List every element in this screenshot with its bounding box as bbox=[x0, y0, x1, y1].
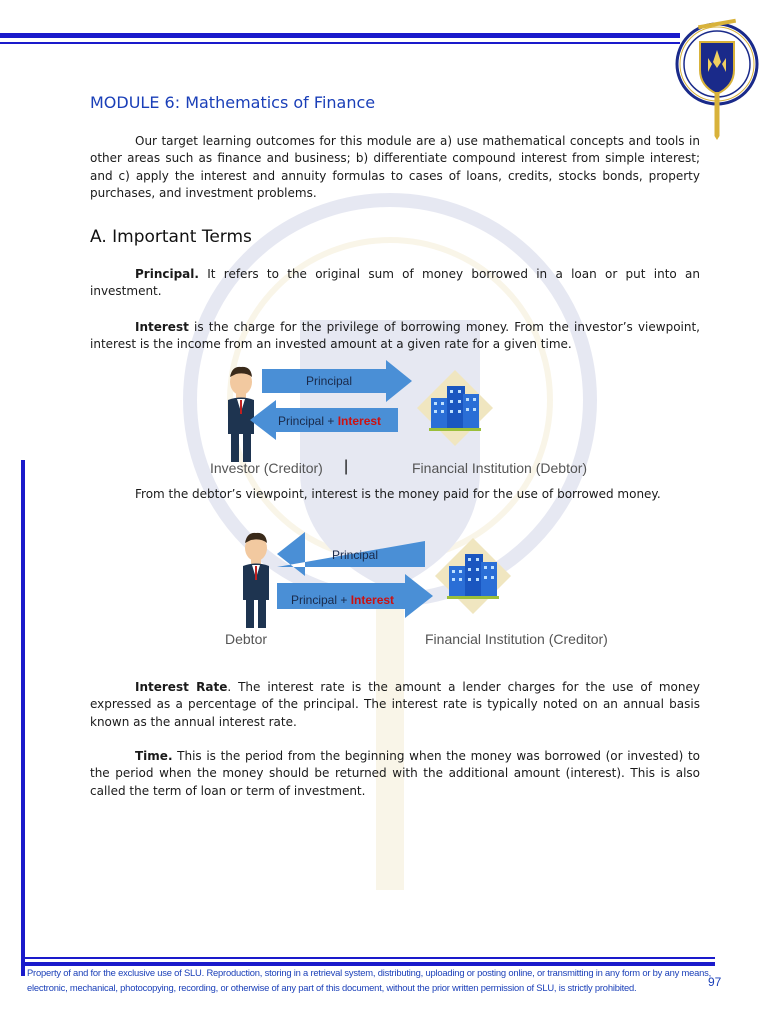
diagram1-separator: | bbox=[344, 458, 349, 475]
left-accent-bar bbox=[21, 460, 25, 976]
debtor-paragraph: From the debtor’s viewpoint, interest is the money paid for the use of borrowed money. bbox=[135, 487, 661, 501]
diagram1-interest-highlight: Interest bbox=[337, 414, 382, 428]
interest-text: is the charge for the privilege of borrowing money. From the investor’s viewpoint, interest is the income from an invested amount at a given rate for a given time. bbox=[90, 320, 700, 352]
principal-text: It refers to the original sum of money borrowed in a loan or put into an investment. bbox=[90, 267, 700, 299]
interest-rate-term: Interest Rate bbox=[135, 680, 228, 694]
time-text: This is the period from the beginning when the money was borrowed (or invested) to the period when the money should be returned with the additional amount (interest). This is also called the term of loan or term of investment. bbox=[90, 749, 700, 798]
interest-term: Interest bbox=[135, 320, 189, 334]
institution-debtor-label: Financial Institution (Debtor) bbox=[412, 460, 588, 476]
diagram2-interest-highlight: Interest bbox=[350, 593, 395, 607]
bank-building-icon bbox=[433, 536, 513, 616]
footer-rule-thin bbox=[21, 957, 715, 959]
intro-paragraph: Our target learning outcomes for this module are a) use mathematical concepts and tools in other areas such as finance and business; b) differentiate compound interest from simple interest; and c) apply the interest and annuity formulas to cases of loans, credits, stocks bonds, property purchases, and investment problems. bbox=[90, 134, 700, 200]
diagram2-arrow-top-label: Principal bbox=[332, 548, 379, 562]
diagram2-prefix: Principal + bbox=[291, 593, 351, 607]
time-term: Time. bbox=[135, 749, 173, 763]
debtor-diagram bbox=[225, 530, 625, 650]
interest-paragraph bbox=[90, 319, 700, 354]
businessman-icon bbox=[239, 532, 273, 630]
page-number: 97 bbox=[708, 975, 722, 989]
section-heading: A. Important Terms bbox=[90, 227, 252, 247]
header-rule-thin bbox=[0, 42, 680, 44]
principal-term: Principal. bbox=[135, 267, 199, 281]
institution-creditor-label: Financial Institution (Creditor) bbox=[425, 631, 608, 647]
debtor-label: Debtor bbox=[225, 631, 268, 647]
diagram2-arrow-bottom-label bbox=[291, 593, 394, 607]
university-seal bbox=[672, 12, 762, 140]
module-title: MODULE 6: Mathematics of Finance bbox=[90, 93, 376, 112]
copyright-notice: Property of and for the exclusive use of SLU. Reproduction, storing in a retrieval system, distributing, uploading or posting online, or transmitting in any form or by any means, electronic, mechanical, photocopying, recording, or otherwise of any part of this document, without the prior written permission of SLU, is strictly prohibited. bbox=[27, 967, 712, 993]
investor-creditor-label: Investor (Creditor) bbox=[210, 460, 323, 476]
diagram1-arrow-top-label: Principal bbox=[306, 374, 353, 388]
interest-rate-paragraph bbox=[90, 679, 700, 731]
diagram1-prefix: Principal + bbox=[278, 414, 338, 428]
principal-paragraph bbox=[90, 266, 700, 301]
interest-rate-text: . The interest rate is the amount a lender charges for the use of money expressed as a percentage of the principal. The interest rate is typically noted on an annual basis known as the annual interest rate. bbox=[90, 680, 700, 729]
time-paragraph bbox=[90, 748, 700, 800]
header-rule-thick bbox=[0, 33, 680, 38]
bank-building-icon bbox=[415, 368, 495, 448]
investor-diagram bbox=[210, 360, 610, 480]
diagram1-arrow-bottom-label bbox=[278, 414, 381, 428]
